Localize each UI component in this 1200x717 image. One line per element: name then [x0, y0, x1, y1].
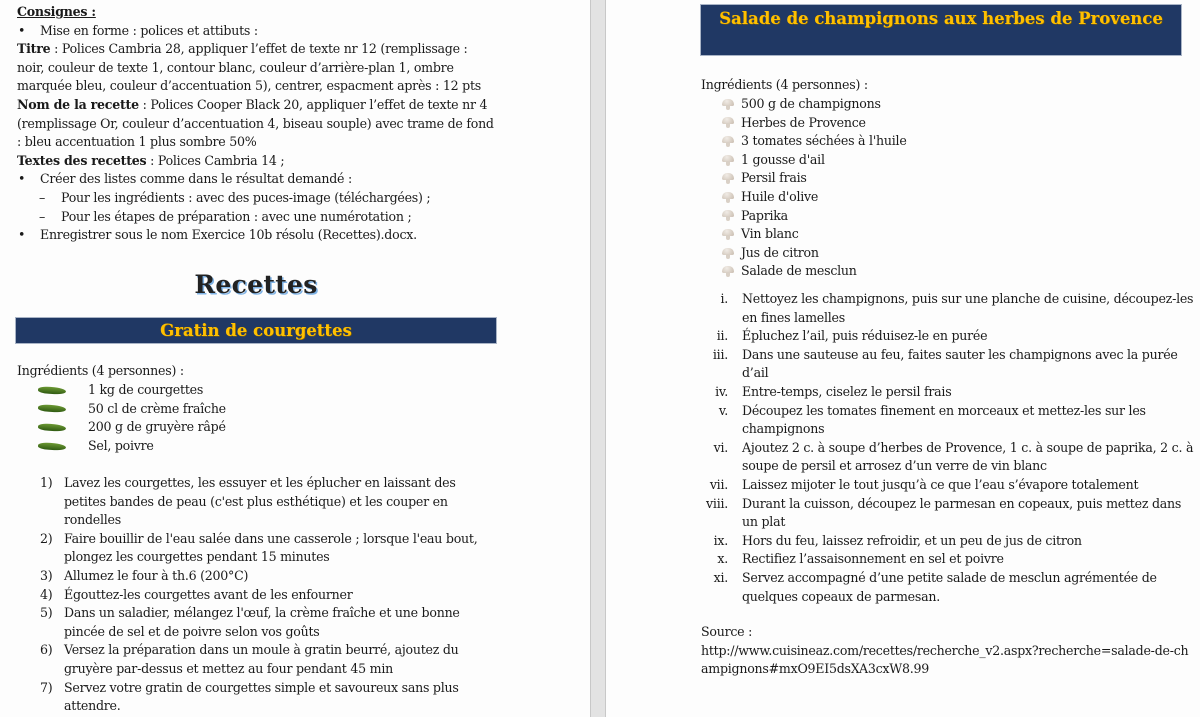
step-item: [40, 679, 495, 716]
step-number: iv.: [715, 383, 728, 399]
step-item: [40, 604, 495, 641]
step-number: 1): [40, 475, 53, 490]
instruction-title-spec: [17, 40, 497, 96]
ingredient-text: Jus de citron: [741, 244, 819, 260]
instructions-block: [17, 3, 497, 245]
mushroom-icon: [722, 98, 734, 111]
step-item: [696, 402, 1196, 439]
step-text: Laissez mijoter le tout jusqu’à ce que l’eau s’évapore totalement: [742, 476, 1139, 492]
step-number: 3): [40, 567, 53, 583]
source-link[interactable]: http://www.cuisineaz.com/recettes/recherche_v2.aspx?recherche=salade-de-champignons#mxO9EI5dsXA3cxW8.99: [701, 642, 1189, 677]
dash-icon: –: [39, 208, 46, 224]
step-text: Égouttez-les courgettes avant de les enfourner: [64, 586, 353, 602]
ingredient-item: [722, 244, 907, 263]
step-item: [696, 383, 1196, 402]
step-text: Hors du feu, laissez refroidir, et un peu de jus de citron: [742, 532, 1082, 548]
bullet-icon: •: [18, 171, 26, 187]
instruction-recipe-text-spec: [17, 152, 497, 171]
mushroom-icon: [722, 135, 734, 148]
step-number: i.: [720, 291, 728, 306]
step-number: vi.: [713, 439, 728, 455]
step-number: v.: [718, 402, 728, 418]
step-item: [40, 586, 495, 605]
step-item: [696, 495, 1196, 532]
ingredient-text: Huile d'olive: [741, 188, 819, 204]
instruction-recipe-name-spec: [17, 96, 497, 152]
step-text: Ajoutez 2 c. à soupe d’herbes de Provence, 1 c. à soupe de paprika, 2 c. à soupe de persil et arrosez d’un verre de vin blanc: [742, 439, 1194, 474]
mushroom-icon: [722, 228, 734, 241]
step-text: Entre-temps, ciselez le persil frais: [742, 383, 952, 399]
ingredient-text: Persil frais: [741, 170, 807, 186]
step-text: Lavez les courgettes, les essuyer et les éplucher en laissant des petites bandes de peau (c'est plus esthétique) et les couper en rondelles: [64, 475, 456, 528]
step-number: 4): [40, 586, 53, 602]
mushroom-icon: [722, 191, 734, 204]
dash-icon: –: [39, 189, 46, 205]
step-text: Servez votre gratin de courgettes simple et savoureux sans plus attendre.: [64, 679, 459, 714]
ingredient-item: [38, 381, 226, 400]
step-item: [696, 439, 1196, 476]
step-item: [696, 550, 1196, 569]
courgette-icon: [38, 423, 66, 432]
spec-text: : Polices Cambria 28, appliquer l’effet de texte nr 12 (remplissage : noir, couleur de texte 1, contour blanc, couleur d’arrière-plan 1, ombre marquée bleu, couleur d’accentuation 5), centrer, espacment après : 12 pts: [17, 41, 481, 94]
mushroom-icon: [722, 154, 734, 167]
source-label: Source :: [701, 624, 753, 639]
instruction-text: Pour les étapes de préparation : avec une numérotation ;: [61, 208, 412, 224]
ingredients-list: [722, 95, 907, 281]
ingredient-item: [722, 169, 907, 188]
instruction-subitem: [17, 189, 497, 208]
instruction-text: Créer des listes comme dans le résultat demandé :: [40, 171, 352, 187]
step-number: x.: [717, 551, 728, 567]
step-item: [696, 346, 1196, 383]
ingredient-text: Salade de mesclun: [741, 263, 857, 279]
document-title: Recettes: [194, 270, 318, 299]
step-number: 6): [40, 642, 53, 658]
mushroom-icon: [722, 209, 734, 222]
bullet-icon: •: [18, 22, 26, 38]
step-number: 2): [40, 530, 53, 546]
instruction-text: Enregistrer sous le nom Exercice 10b résolu (Recettes).docx.: [40, 227, 417, 243]
step-item: [696, 532, 1196, 551]
page-gutter: [590, 0, 606, 717]
courgette-icon: [38, 442, 66, 451]
instruction-text: Pour les ingrédients : avec des puces-image (téléchargées) ;: [61, 189, 431, 205]
spec-text: : Polices Cambria 14 ;: [146, 152, 285, 168]
recipe-title-banner: Salade de champignons aux herbes de Provence: [700, 4, 1182, 56]
ingredient-item: [722, 225, 907, 244]
step-number: viii.: [706, 495, 728, 511]
step-item: [40, 474, 495, 530]
mushroom-icon: [722, 265, 734, 278]
ingredient-text: Herbes de Provence: [741, 114, 866, 130]
ingredient-text: 500 g de champignons: [741, 96, 881, 111]
mushroom-icon: [722, 247, 734, 260]
ingredient-item: [722, 188, 907, 207]
ingredient-text: Paprika: [741, 207, 788, 223]
step-item: [40, 567, 495, 586]
ingredient-item: [38, 437, 226, 456]
mushroom-icon: [722, 116, 734, 129]
instruction-text: Mise en forme : polices et attibuts :: [40, 22, 258, 38]
document-page-left: [0, 0, 590, 717]
instructions-heading: Consignes :: [17, 4, 96, 19]
ingredient-text: 3 tomates séchées à l'huile: [741, 133, 907, 149]
ingredients-heading: Ingrédients (4 personnes) :: [701, 77, 868, 92]
step-number: 5): [40, 605, 53, 621]
ingredient-text: 1 kg de courgettes: [88, 382, 204, 397]
ingredient-item: [722, 114, 907, 133]
step-number: xi.: [713, 569, 728, 585]
bullet-icon: •: [18, 227, 26, 243]
ingredient-text: 1 gousse d'ail: [741, 151, 825, 167]
ingredient-item: [38, 400, 226, 419]
step-text: Dans un saladier, mélangez l'œuf, la crème fraîche et une bonne pincée de sel et de poivre selon vos goûts: [64, 605, 460, 639]
recipe-title-banner: Gratin de courgettes: [15, 317, 497, 344]
step-text: Durant la cuisson, découpez le parmesan en copeaux, puis mettez dans un plat: [742, 495, 1182, 530]
ingredient-item: [722, 151, 907, 170]
ingredient-item: [38, 418, 226, 437]
instruction-bullet: [17, 22, 497, 41]
preparation-steps: [40, 474, 495, 716]
step-number: ii.: [716, 328, 728, 344]
step-text: Nettoyez les champignons, puis sur une planche de cuisine, découpez-les en fines lamelles: [742, 291, 1194, 325]
courgette-icon: [38, 404, 66, 413]
step-text: Épluchez l’ail, puis réduisez-le en purée: [742, 328, 988, 344]
step-number: 7): [40, 679, 53, 695]
ingredient-text: 200 g de gruyère râpé: [88, 419, 226, 435]
step-text: Dans une sauteuse au feu, faites sauter les champignons avec la purée d’ail: [742, 346, 1178, 381]
step-item: [696, 476, 1196, 495]
step-text: Allumez le four à th.6 (200°C): [64, 567, 249, 583]
ingredient-text: Sel, poivre: [88, 437, 154, 453]
ingredient-text: 50 cl de crème fraîche: [88, 400, 226, 416]
step-item: [40, 641, 495, 678]
spec-label: Titre: [17, 41, 51, 57]
spec-text: : Polices Cooper Black 20, appliquer l’effet de texte nr 4 (remplissage Or, couleur d’accentuation 4, biseau souple) avec trame de fond : bleu accentuation 1 plus sombre 50%: [17, 96, 494, 150]
ingredient-item: [722, 262, 907, 281]
instruction-bullet: [17, 226, 497, 245]
ingredient-item: [722, 95, 907, 114]
ingredients-list: [38, 381, 226, 455]
step-number: ix.: [713, 532, 728, 548]
step-text: Versez la préparation dans un moule à gratin beurré, ajoutez du gruyère par-dessus et mettez au four pendant 45 min: [64, 642, 459, 676]
document-page-right: [606, 0, 1200, 717]
instruction-subitem: [17, 208, 497, 227]
preparation-steps: [696, 290, 1196, 606]
spec-label: Textes des recettes: [17, 152, 147, 168]
step-text: Rectifiez l’assaisonnement en sel et poivre: [742, 551, 1004, 567]
ingredient-item: [722, 207, 907, 226]
step-item: [696, 569, 1196, 606]
source-block: [701, 623, 1191, 679]
instruction-bullet: [17, 170, 497, 189]
ingredient-item: [722, 132, 907, 151]
step-text: Découpez les tomates finement en morceaux et mettez-les sur les champignons: [742, 402, 1146, 437]
spec-label: Nom de la recette: [17, 96, 139, 112]
ingredient-text: Vin blanc: [741, 226, 799, 242]
step-number: vii.: [709, 476, 728, 492]
step-number: iii.: [712, 346, 728, 362]
mushroom-icon: [722, 172, 734, 185]
courgette-icon: [38, 386, 66, 395]
step-text: Faire bouillir de l'eau salée dans une casserole ; lorsque l'eau bout, plongez les courgettes pendant 15 minutes: [64, 530, 478, 565]
step-text: Servez accompagné d’une petite salade de mesclun agrémentée de quelques copeaux de parmesan.: [742, 569, 1157, 604]
step-item: [696, 327, 1196, 346]
step-item: [696, 290, 1196, 327]
ingredients-heading: Ingrédients (4 personnes) :: [17, 363, 184, 378]
step-item: [40, 530, 495, 567]
